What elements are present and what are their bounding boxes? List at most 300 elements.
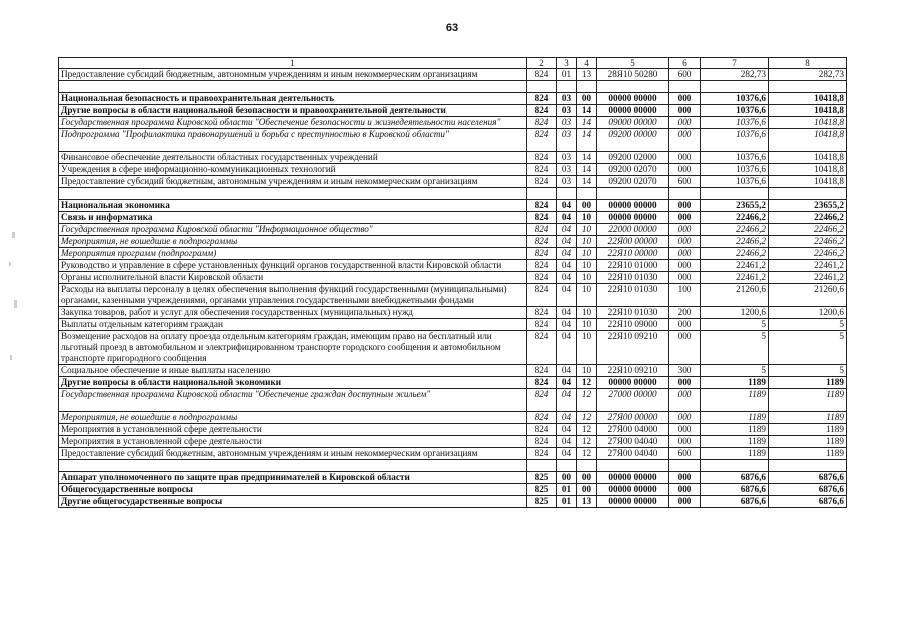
row-value-cell: 04 bbox=[557, 248, 577, 260]
row-value-cell: 10 bbox=[577, 319, 597, 331]
row-value-cell bbox=[557, 460, 577, 472]
row-value-cell: 12 bbox=[577, 424, 597, 436]
row-value-cell: 200 bbox=[669, 307, 701, 319]
row-value-cell bbox=[769, 81, 847, 93]
row-label-cell: Государственная программа Кировской области "Обеспечение граждан доступным жильем" bbox=[59, 389, 527, 412]
row-value-cell: 23655,2 bbox=[769, 200, 847, 212]
row-label-cell: Закупка товаров, работ и услуг для обеспечения государственных (муниципальных) нужд bbox=[59, 307, 527, 319]
row-label-cell: Национальная безопасность и правоохранительная деятельность bbox=[59, 93, 527, 105]
row-value-cell: 00000 00000 bbox=[597, 472, 669, 484]
scan-speck bbox=[12, 232, 15, 238]
row-value-cell: 14 bbox=[577, 176, 597, 188]
row-value-cell bbox=[701, 81, 769, 93]
row-label-cell: Другие вопросы в области национальной экономики bbox=[59, 377, 527, 389]
row-value-cell: 000 bbox=[669, 260, 701, 272]
row-value-cell: 04 bbox=[557, 284, 577, 307]
row-value-cell: 04 bbox=[557, 389, 577, 412]
row-value-cell: 300 bbox=[669, 365, 701, 377]
row-label-cell: Мероприятия программ (подпрограмм) bbox=[59, 248, 527, 260]
row-value-cell: 22Я10 01000 bbox=[597, 260, 669, 272]
row-value-cell: 22Я00 00000 bbox=[597, 236, 669, 248]
row-value-cell: 00000 00000 bbox=[597, 484, 669, 496]
row-value-cell: 12 bbox=[577, 412, 597, 424]
row-value-cell: 10 bbox=[577, 284, 597, 307]
row-value-cell: 09200 02070 bbox=[597, 176, 669, 188]
row-value-cell: 5 bbox=[701, 331, 769, 365]
row-value-cell: 10 bbox=[577, 365, 597, 377]
row-value-cell: 5 bbox=[769, 331, 847, 365]
header-cell: 5 bbox=[597, 58, 669, 69]
row-value-cell: 04 bbox=[557, 260, 577, 272]
row-value-cell: 000 bbox=[669, 236, 701, 248]
row-label-cell: Национальная экономика bbox=[59, 200, 527, 212]
row-value-cell: 000 bbox=[669, 424, 701, 436]
row-value-cell: 10376,6 bbox=[701, 152, 769, 164]
row-value-cell bbox=[577, 81, 597, 93]
row-value-cell: 22Я10 01030 bbox=[597, 272, 669, 284]
row-value-cell: 04 bbox=[557, 424, 577, 436]
row-value-cell: 00000 00000 bbox=[597, 93, 669, 105]
row-value-cell: 824 bbox=[527, 105, 557, 117]
row-value-cell: 6876,6 bbox=[769, 484, 847, 496]
row-value-cell: 04 bbox=[557, 448, 577, 460]
row-value-cell: 1189 bbox=[769, 424, 847, 436]
row-value-cell: 10376,6 bbox=[701, 176, 769, 188]
table-row bbox=[59, 260, 847, 272]
row-value-cell: 22461,2 bbox=[769, 260, 847, 272]
table-row bbox=[59, 176, 847, 188]
row-value-cell: 04 bbox=[557, 331, 577, 365]
row-value-cell: 824 bbox=[527, 152, 557, 164]
row-value-cell: 824 bbox=[527, 284, 557, 307]
row-value-cell: 00000 00000 bbox=[597, 377, 669, 389]
row-value-cell: 1189 bbox=[701, 412, 769, 424]
row-value-cell: 000 bbox=[669, 117, 701, 129]
row-value-cell: 22466,2 bbox=[769, 236, 847, 248]
row-label-cell: Мероприятия, не вошедшие в подпрограммы bbox=[59, 412, 527, 424]
row-value-cell: 282,73 bbox=[701, 69, 769, 81]
row-label-cell: Подпрограмма "Профилактика правонарушений и борьба с преступностью в Кировской области" bbox=[59, 129, 527, 152]
row-value-cell: 6876,6 bbox=[701, 484, 769, 496]
row-value-cell: 00 bbox=[577, 200, 597, 212]
row-value-cell: 00000 00000 bbox=[597, 212, 669, 224]
table-row bbox=[59, 93, 847, 105]
row-value-cell: 12 bbox=[577, 377, 597, 389]
row-label-cell: Общегосударственные вопросы bbox=[59, 484, 527, 496]
row-value-cell: 14 bbox=[577, 105, 597, 117]
row-value-cell: 000 bbox=[669, 224, 701, 236]
row-value-cell: 10 bbox=[577, 272, 597, 284]
row-value-cell: 10418,8 bbox=[769, 105, 847, 117]
row-value-cell: 825 bbox=[527, 484, 557, 496]
row-label-cell: Предоставление субсидий бюджетным, автономным учреждениям и иным некоммерческим организациям bbox=[59, 448, 527, 460]
row-value-cell: 27Я00 04040 bbox=[597, 436, 669, 448]
row-value-cell: 09200 02000 bbox=[597, 152, 669, 164]
row-value-cell: 22Я10 00000 bbox=[597, 248, 669, 260]
row-value-cell: 04 bbox=[557, 224, 577, 236]
row-value-cell: 14 bbox=[577, 117, 597, 129]
row-label-cell: Связь и информатика bbox=[59, 212, 527, 224]
row-value-cell: 1189 bbox=[769, 389, 847, 412]
row-label-cell: Выплаты отдельным категориям граждан bbox=[59, 319, 527, 331]
spacer-row bbox=[59, 81, 847, 93]
spacer-row bbox=[59, 188, 847, 200]
row-value-cell: 824 bbox=[527, 448, 557, 460]
header-cell: 1 bbox=[59, 58, 527, 69]
header-cell: 7 bbox=[701, 58, 769, 69]
row-value-cell: 10418,8 bbox=[769, 117, 847, 129]
table-row bbox=[59, 365, 847, 377]
row-value-cell: 824 bbox=[527, 436, 557, 448]
row-value-cell: 824 bbox=[527, 117, 557, 129]
row-value-cell: 10 bbox=[577, 236, 597, 248]
row-label-cell: Аппарат уполномоченного по защите прав предпринимателей в Кировской области bbox=[59, 472, 527, 484]
row-label-cell: Другие вопросы в области национальной безопасности и правоохранительной деятельности bbox=[59, 105, 527, 117]
table-row bbox=[59, 129, 847, 152]
row-value-cell bbox=[577, 460, 597, 472]
row-value-cell: 03 bbox=[557, 152, 577, 164]
row-value-cell: 600 bbox=[669, 448, 701, 460]
row-value-cell: 01 bbox=[557, 496, 577, 508]
row-label-cell bbox=[59, 81, 527, 93]
row-value-cell: 5 bbox=[701, 319, 769, 331]
table-row bbox=[59, 284, 847, 307]
table-row bbox=[59, 436, 847, 448]
row-value-cell: 09200 00000 bbox=[597, 129, 669, 152]
row-label-cell: Финансовое обеспечение деятельности областных государственных учреждений bbox=[59, 152, 527, 164]
row-value-cell: 000 bbox=[669, 272, 701, 284]
row-value-cell: 27Я00 04040 bbox=[597, 448, 669, 460]
row-value-cell bbox=[701, 188, 769, 200]
scan-speck bbox=[10, 355, 12, 360]
row-value-cell: 824 bbox=[527, 389, 557, 412]
row-value-cell: 13 bbox=[577, 69, 597, 81]
row-value-cell: 000 bbox=[669, 212, 701, 224]
row-value-cell: 22Я10 09210 bbox=[597, 365, 669, 377]
row-value-cell: 824 bbox=[527, 260, 557, 272]
row-value-cell: 03 bbox=[557, 176, 577, 188]
row-value-cell: 03 bbox=[557, 93, 577, 105]
table-row bbox=[59, 224, 847, 236]
row-value-cell: 04 bbox=[557, 412, 577, 424]
row-value-cell bbox=[557, 81, 577, 93]
row-value-cell: 04 bbox=[557, 236, 577, 248]
header-cell: 8 bbox=[769, 58, 847, 69]
row-label-cell: Государственная программа Кировской области "Информационное общество" bbox=[59, 224, 527, 236]
row-label-cell: Органы исполнительной власти Кировской области bbox=[59, 272, 527, 284]
row-value-cell: 600 bbox=[669, 69, 701, 81]
row-value-cell: 825 bbox=[527, 472, 557, 484]
row-value-cell: 282,73 bbox=[769, 69, 847, 81]
row-value-cell: 22466,2 bbox=[769, 224, 847, 236]
row-value-cell: 000 bbox=[669, 496, 701, 508]
row-value-cell: 824 bbox=[527, 331, 557, 365]
row-value-cell: 04 bbox=[557, 272, 577, 284]
row-value-cell: 22Я10 09210 bbox=[597, 331, 669, 365]
row-value-cell: 10418,8 bbox=[769, 93, 847, 105]
row-label-cell bbox=[59, 460, 527, 472]
table-row bbox=[59, 412, 847, 424]
table-row bbox=[59, 272, 847, 284]
row-label-cell bbox=[59, 188, 527, 200]
row-value-cell: 1189 bbox=[701, 448, 769, 460]
row-value-cell: 10 bbox=[577, 331, 597, 365]
row-value-cell bbox=[669, 81, 701, 93]
table-row bbox=[59, 424, 847, 436]
row-value-cell: 824 bbox=[527, 424, 557, 436]
row-value-cell: 1189 bbox=[769, 436, 847, 448]
table-row bbox=[59, 200, 847, 212]
row-value-cell: 04 bbox=[557, 200, 577, 212]
row-value-cell: 000 bbox=[669, 484, 701, 496]
row-value-cell: 10 bbox=[577, 260, 597, 272]
table-row bbox=[59, 377, 847, 389]
row-value-cell: 10418,8 bbox=[769, 129, 847, 152]
row-value-cell: 824 bbox=[527, 200, 557, 212]
row-value-cell: 09000 00000 bbox=[597, 117, 669, 129]
row-value-cell: 00 bbox=[577, 472, 597, 484]
row-value-cell: 22466,2 bbox=[701, 212, 769, 224]
row-value-cell: 04 bbox=[557, 307, 577, 319]
row-value-cell: 22Я10 09000 bbox=[597, 319, 669, 331]
row-value-cell: 000 bbox=[669, 377, 701, 389]
row-value-cell: 824 bbox=[527, 365, 557, 377]
row-value-cell: 00000 00000 bbox=[597, 496, 669, 508]
row-value-cell: 824 bbox=[527, 176, 557, 188]
row-label-cell: Другие общегосударственные вопросы bbox=[59, 496, 527, 508]
row-value-cell bbox=[669, 188, 701, 200]
row-value-cell: 14 bbox=[577, 129, 597, 152]
row-value-cell: 6876,6 bbox=[769, 496, 847, 508]
row-value-cell bbox=[597, 81, 669, 93]
table-row bbox=[59, 319, 847, 331]
row-value-cell: 824 bbox=[527, 212, 557, 224]
row-value-cell: 6876,6 bbox=[701, 496, 769, 508]
row-label-cell: Социальное обеспечение и иные выплаты населению bbox=[59, 365, 527, 377]
row-value-cell: 22466,2 bbox=[701, 236, 769, 248]
row-value-cell: 12 bbox=[577, 389, 597, 412]
row-value-cell: 03 bbox=[557, 164, 577, 176]
row-value-cell: 1189 bbox=[701, 377, 769, 389]
row-value-cell: 03 bbox=[557, 117, 577, 129]
row-value-cell: 10376,6 bbox=[701, 93, 769, 105]
row-value-cell: 04 bbox=[557, 436, 577, 448]
row-value-cell: 824 bbox=[527, 129, 557, 152]
row-value-cell: 600 bbox=[669, 176, 701, 188]
row-value-cell: 824 bbox=[527, 224, 557, 236]
row-value-cell: 10 bbox=[577, 212, 597, 224]
row-value-cell: 1189 bbox=[769, 448, 847, 460]
row-value-cell: 824 bbox=[527, 69, 557, 81]
row-label-cell: Государственная программа Кировской области "Обеспечение безопасности и жизнедеятельности населения" bbox=[59, 117, 527, 129]
table-row bbox=[59, 448, 847, 460]
row-value-cell: 5 bbox=[769, 319, 847, 331]
row-value-cell: 22461,2 bbox=[701, 260, 769, 272]
row-value-cell bbox=[527, 460, 557, 472]
row-value-cell: 824 bbox=[527, 272, 557, 284]
table-row bbox=[59, 212, 847, 224]
table-row bbox=[59, 484, 847, 496]
row-value-cell: 824 bbox=[527, 319, 557, 331]
row-value-cell: 04 bbox=[557, 377, 577, 389]
table-row bbox=[59, 117, 847, 129]
row-value-cell: 824 bbox=[527, 248, 557, 260]
row-value-cell: 000 bbox=[669, 389, 701, 412]
row-value-cell: 00000 00000 bbox=[597, 200, 669, 212]
row-value-cell: 824 bbox=[527, 236, 557, 248]
row-value-cell: 000 bbox=[669, 93, 701, 105]
row-value-cell: 21260,6 bbox=[701, 284, 769, 307]
row-value-cell: 000 bbox=[669, 436, 701, 448]
row-value-cell: 01 bbox=[557, 69, 577, 81]
table-row bbox=[59, 152, 847, 164]
row-label-cell: Мероприятия в установленной сфере деятельности bbox=[59, 436, 527, 448]
table-row bbox=[59, 236, 847, 248]
row-value-cell: 04 bbox=[557, 212, 577, 224]
row-value-cell bbox=[577, 188, 597, 200]
table-row bbox=[59, 69, 847, 81]
row-value-cell: 1189 bbox=[769, 412, 847, 424]
row-value-cell: 12 bbox=[577, 448, 597, 460]
row-value-cell: 00000 00000 bbox=[597, 105, 669, 117]
row-value-cell: 000 bbox=[669, 129, 701, 152]
row-label-cell: Возмещение расходов на оплату проезда отдельным категориям граждан, имеющим право на бесплатный или льготный проезд в автомобильном и электрифицированном транспорте городского сообщения и автомобильном транспорте пригородного сообщения bbox=[59, 331, 527, 365]
row-value-cell: 5 bbox=[701, 365, 769, 377]
row-value-cell: 1200,6 bbox=[701, 307, 769, 319]
row-value-cell: 1189 bbox=[769, 377, 847, 389]
row-value-cell bbox=[597, 188, 669, 200]
spacer-row bbox=[59, 460, 847, 472]
row-value-cell bbox=[769, 460, 847, 472]
row-value-cell: 825 bbox=[527, 496, 557, 508]
row-value-cell: 22Я10 01030 bbox=[597, 307, 669, 319]
row-value-cell: 04 bbox=[557, 319, 577, 331]
row-value-cell: 000 bbox=[669, 200, 701, 212]
row-value-cell: 00 bbox=[557, 472, 577, 484]
row-label-cell: Учреждения в сфере информационно-коммуникационных технологий bbox=[59, 164, 527, 176]
table-row bbox=[59, 389, 847, 412]
row-label-cell: Расходы на выплаты персоналу в целях обеспечения выполнения функций государственными (муниципальными) органами, казенными учреждениями, органами управления государственными внебюджетными фондами bbox=[59, 284, 527, 307]
row-value-cell: 13 bbox=[577, 496, 597, 508]
row-value-cell: 1189 bbox=[701, 389, 769, 412]
table-row bbox=[59, 496, 847, 508]
row-value-cell: 12 bbox=[577, 436, 597, 448]
row-value-cell: 14 bbox=[577, 152, 597, 164]
row-value-cell: 000 bbox=[669, 412, 701, 424]
row-value-cell: 22461,2 bbox=[769, 272, 847, 284]
row-value-cell: 00 bbox=[577, 484, 597, 496]
table-row bbox=[59, 105, 847, 117]
row-value-cell: 14 bbox=[577, 164, 597, 176]
row-value-cell: 824 bbox=[527, 377, 557, 389]
row-value-cell: 10418,8 bbox=[769, 164, 847, 176]
table-row bbox=[59, 164, 847, 176]
row-value-cell: 000 bbox=[669, 164, 701, 176]
row-value-cell: 22466,2 bbox=[769, 248, 847, 260]
row-value-cell: 22466,2 bbox=[701, 248, 769, 260]
row-value-cell: 1189 bbox=[701, 436, 769, 448]
row-label-cell: Мероприятия в установленной сфере деятельности bbox=[59, 424, 527, 436]
row-value-cell: 100 bbox=[669, 284, 701, 307]
row-value-cell: 824 bbox=[527, 93, 557, 105]
row-value-cell bbox=[527, 188, 557, 200]
budget-table bbox=[58, 57, 847, 508]
row-value-cell bbox=[669, 460, 701, 472]
row-label-cell: Предоставление субсидий бюджетным, автономным учреждениям и иным некоммерческим организациям bbox=[59, 176, 527, 188]
page-number: 63 bbox=[445, 22, 459, 34]
header-cell: 4 bbox=[577, 58, 597, 69]
header-cell: 3 bbox=[557, 58, 577, 69]
row-value-cell: 00 bbox=[577, 93, 597, 105]
row-value-cell: 1200,6 bbox=[769, 307, 847, 319]
row-value-cell: 23655,2 bbox=[701, 200, 769, 212]
row-value-cell bbox=[769, 188, 847, 200]
row-value-cell: 03 bbox=[557, 129, 577, 152]
row-value-cell: 28Я10 50280 bbox=[597, 69, 669, 81]
row-value-cell bbox=[527, 81, 557, 93]
scan-speck bbox=[9, 262, 11, 266]
table-row bbox=[59, 331, 847, 365]
row-label-cell: Руководство и управление в сфере установленных функций органов государственной власти Кировской области bbox=[59, 260, 527, 272]
row-value-cell: 6876,6 bbox=[701, 472, 769, 484]
row-value-cell: 000 bbox=[669, 152, 701, 164]
header-cell: 6 bbox=[669, 58, 701, 69]
scan-speck bbox=[14, 300, 17, 308]
row-value-cell: 5 bbox=[769, 365, 847, 377]
row-value-cell: 6876,6 bbox=[769, 472, 847, 484]
row-value-cell: 824 bbox=[527, 412, 557, 424]
row-value-cell: 000 bbox=[669, 248, 701, 260]
row-value-cell: 04 bbox=[557, 365, 577, 377]
row-value-cell: 27000 00000 bbox=[597, 389, 669, 412]
row-value-cell: 27Я00 04000 bbox=[597, 424, 669, 436]
row-value-cell: 1189 bbox=[701, 424, 769, 436]
row-value-cell: 10376,6 bbox=[701, 117, 769, 129]
table-row bbox=[59, 307, 847, 319]
row-value-cell: 22466,2 bbox=[769, 212, 847, 224]
row-value-cell: 10 bbox=[577, 248, 597, 260]
row-value-cell: 000 bbox=[669, 319, 701, 331]
row-label-cell: Предоставление субсидий бюджетным, автономным учреждениям и иным некоммерческим организациям bbox=[59, 69, 527, 81]
row-value-cell: 000 bbox=[669, 105, 701, 117]
row-value-cell: 09200 02070 bbox=[597, 164, 669, 176]
row-value-cell: 000 bbox=[669, 472, 701, 484]
row-value-cell: 22000 00000 bbox=[597, 224, 669, 236]
table-row bbox=[59, 472, 847, 484]
row-value-cell: 10418,8 bbox=[769, 152, 847, 164]
row-value-cell: 21260,6 bbox=[769, 284, 847, 307]
row-value-cell: 824 bbox=[527, 307, 557, 319]
row-value-cell: 22461,2 bbox=[701, 272, 769, 284]
row-value-cell: 01 bbox=[557, 484, 577, 496]
row-value-cell: 10 bbox=[577, 224, 597, 236]
row-value-cell: 10376,6 bbox=[701, 164, 769, 176]
row-value-cell: 000 bbox=[669, 331, 701, 365]
row-value-cell: 824 bbox=[527, 164, 557, 176]
row-value-cell: 27Я00 00000 bbox=[597, 412, 669, 424]
header-row bbox=[59, 58, 847, 69]
row-value-cell bbox=[701, 460, 769, 472]
row-value-cell: 03 bbox=[557, 105, 577, 117]
row-value-cell: 10376,6 bbox=[701, 129, 769, 152]
row-label-cell: Мероприятия, не вошедшие в подпрограммы bbox=[59, 236, 527, 248]
row-value-cell: 22Я10 01030 bbox=[597, 284, 669, 307]
row-value-cell bbox=[557, 188, 577, 200]
row-value-cell: 10 bbox=[577, 307, 597, 319]
header-cell: 2 bbox=[527, 58, 557, 69]
row-value-cell: 10376,6 bbox=[701, 105, 769, 117]
row-value-cell bbox=[597, 460, 669, 472]
